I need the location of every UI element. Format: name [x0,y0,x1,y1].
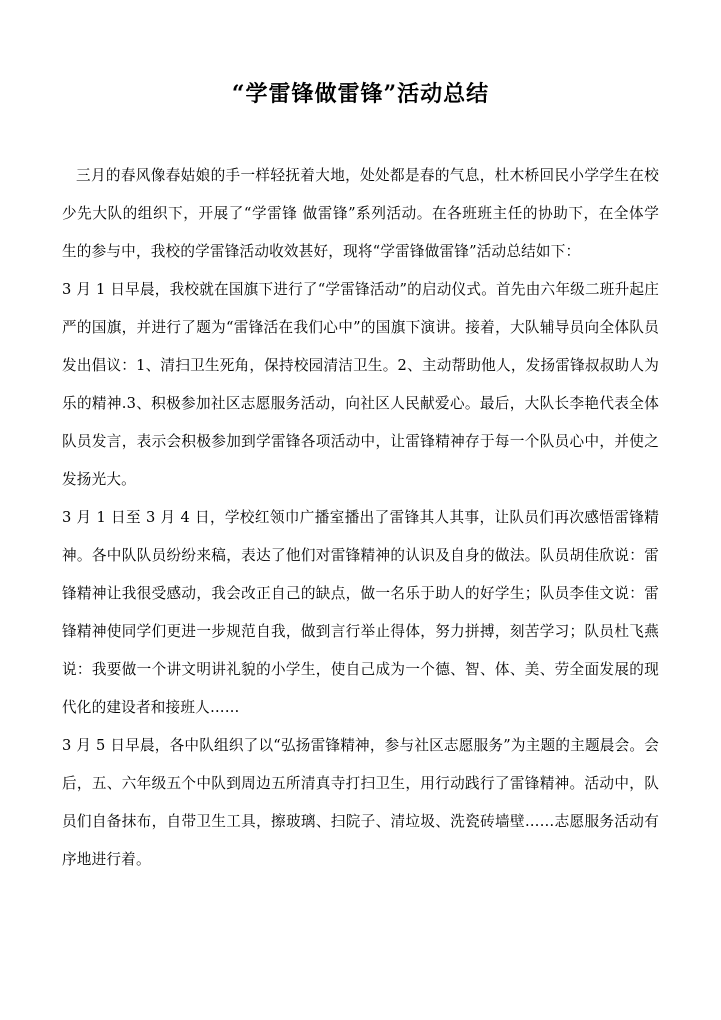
paragraph-2: 3 月 1 日早晨，我校就在国旗下进行了“学雷锋活动”的启动仪式。首先由六年级二班升起庄严的国旗，并进行了题为“雷锋活在我们心中”的国旗下演讲。接着，大队辅导员向全体队员发出倡议：1、清扫卫生死角，保持校园清洁卫生。2、主动帮助他人，发扬雷锋叔叔助人为乐的精神.3、积极参加社区志愿服务活动，向社区人民献爱心。最后，大队长李艳代表全体队员发言，表示会积极参加到学雷锋各项活动中，让雷锋精神存于每一个队员心中，并使之发扬光大。 [62,281,659,488]
paragraph-1: 三月的春风像春姑娘的手一样轻抚着大地，处处都是春的气息，杜木桥回民小学学生在校少先大队的组织下，开展了“学雷锋 做雷锋”系列活动。在各班班主任的协助下，在全体学生的参与中，我校的学雷锋活动收效甚好，现将“学雷锋做雷锋”活动总结如下： [62,167,659,260]
paragraph-4: 3 月 5 日早晨，各中队组织了以“弘扬雷锋精神，参与社区志愿服务”为主题的主题晨会。会后，五、六年级五个中队到周边五所清真寺打扫卫生，用行动践行了雷锋精神。活动中，队员们自备抹布，自带卫生工具，擦玻璃、扫院子、清垃圾、洗瓷砖墙壁……志愿服务活动有序地进行着。 [62,737,659,868]
page-title: “学雷锋做雷锋”活动总结 [231,81,490,107]
paragraph-3: 3 月 1 日至 3 月 4 日，学校红领巾广播室播出了雷锋其人其事，让队员们再次感悟雷锋精神。各中队队员纷纷来稿，表达了他们对雷锋精神的认识及自身的做法。队员胡佳欣说：雷锋精神让我很受感动，我会改正自己的缺点，做一名乐于助人的好学生；队员李佳文说：雷锋精神使同学们更进一步规范自我，做到言行举止得体，努力拼搏，刻苦学习；队员杜飞燕说：我要做一个讲文明讲礼貌的小学生，使自己成为一个德、智、体、美、劳全面发展的现代化的建设者和接班人…… [62,509,659,716]
document-body [62,157,659,879]
